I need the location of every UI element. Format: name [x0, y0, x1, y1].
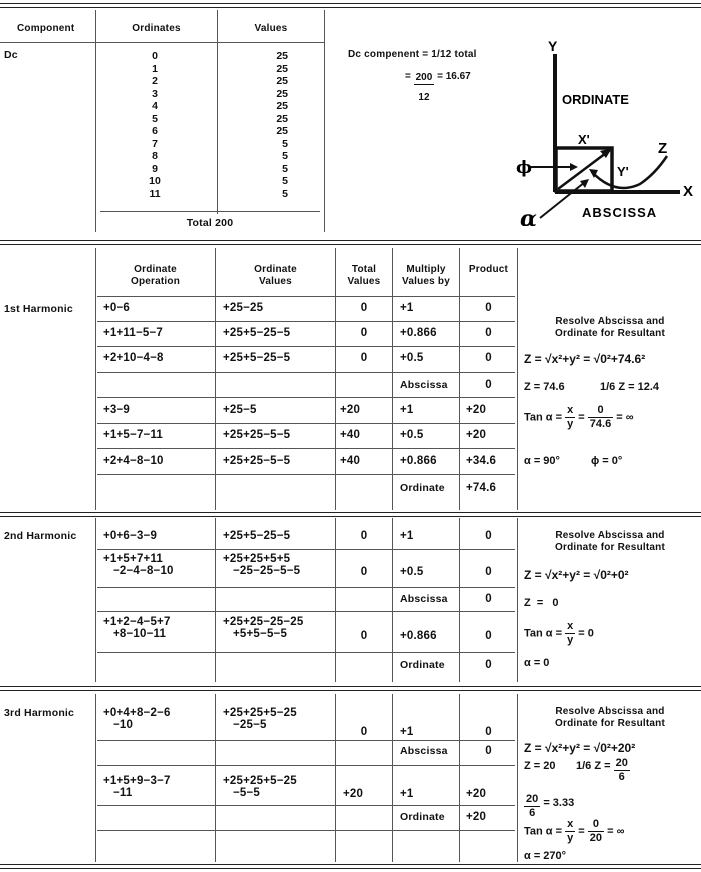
ordinate-value: 1	[152, 62, 158, 75]
h1-total: +20	[340, 404, 361, 416]
value-cell: 25	[276, 112, 288, 125]
h1-ordinate-label: Ordinate	[400, 482, 445, 494]
divider	[97, 474, 515, 475]
divider	[97, 397, 515, 398]
value-cell: 25	[276, 100, 288, 112]
h3-prod: +20	[466, 788, 487, 800]
ordinate-value: 0	[152, 50, 158, 62]
h3-abscissa-label: Abscissa	[400, 745, 448, 757]
resolve-line: Ordinate for Resultant	[555, 328, 665, 339]
header-line: Total	[351, 264, 377, 275]
h1-prod: +34.6	[466, 455, 497, 467]
sixth-prefix: 1/6 Z =	[576, 760, 611, 772]
h1-abscissa-label: Abscissa	[400, 379, 448, 391]
h1-val: +25−5	[223, 404, 257, 416]
h2-total: 0	[360, 630, 368, 642]
divider	[97, 805, 515, 806]
divider	[95, 10, 96, 232]
divider	[215, 518, 216, 682]
ordinate-value: 11	[149, 187, 161, 200]
tan-frac	[565, 404, 575, 431]
h3-eq-z-val: Z = 20	[524, 760, 556, 772]
resolve-line: Resolve Abscissa and	[555, 530, 665, 541]
frac-num: 0	[588, 404, 613, 418]
tan-prefix: Tan α =	[524, 411, 563, 424]
ordinate-value: 10	[149, 175, 161, 187]
h1-eq-phi: ϕ = 0°	[591, 455, 623, 467]
h3-mult: +1	[400, 788, 414, 800]
h1-val: +25+5−25−5	[223, 352, 291, 364]
arrow-head	[570, 163, 578, 171]
val-line: +25+25+5−25	[223, 707, 297, 719]
tan-result: = 0	[578, 627, 594, 640]
ordinate-value: 7	[152, 137, 158, 150]
header-component: Component	[17, 23, 75, 34]
op-line: +8−10−11	[113, 628, 167, 640]
h3-total: +20	[343, 788, 364, 800]
tan-eq: =	[578, 411, 585, 424]
frac-num: 0	[588, 818, 604, 832]
frac-num: x	[567, 404, 574, 416]
divider	[97, 830, 515, 831]
h2-op: +0+6−3−9	[103, 530, 158, 542]
h1-mult: +0.5	[400, 352, 424, 364]
h3-ordinate-label: Ordinate	[400, 811, 445, 823]
h1-prod: 0	[485, 302, 492, 314]
h1-prod: 0	[485, 327, 492, 339]
op-line: +0+4+8−2−6	[103, 707, 171, 719]
divider	[217, 10, 218, 214]
h1-mult: +1	[400, 404, 414, 416]
divider	[517, 248, 518, 510]
h2-abscissa-label: Abscissa	[400, 593, 448, 605]
ordinate-value: 5	[152, 112, 158, 125]
resolve-line: Resolve Abscissa and	[555, 316, 665, 327]
divider	[97, 652, 515, 653]
h3-abscissa-value: 0	[485, 745, 492, 757]
header-line: Values	[259, 276, 292, 287]
dc-frac	[414, 71, 435, 104]
h1-total: 0	[360, 352, 368, 364]
h3-eq-div	[524, 793, 574, 820]
ordinate-value: 3	[152, 87, 158, 100]
divider	[97, 587, 515, 588]
h1-total: +40	[340, 455, 361, 467]
arrow-head	[580, 179, 589, 188]
diagram-alpha-label: α	[520, 206, 537, 226]
header-line: Multiply	[406, 264, 446, 275]
h1-op: +0−6	[103, 302, 131, 314]
op-line: −10	[113, 719, 134, 731]
axes-diagram	[500, 36, 700, 226]
tan-eq: =	[578, 825, 585, 838]
val-line: +25+25+5−25	[223, 775, 297, 787]
h2-eq-tan	[524, 620, 594, 647]
h1-ordinate-value: +74.6	[466, 482, 497, 494]
dc-num: 200	[415, 72, 433, 83]
op-line: +1+5+7+11	[103, 553, 164, 565]
div-result: = 3.33	[543, 797, 575, 809]
value-cell: 5	[282, 150, 288, 162]
divider	[95, 694, 96, 862]
val-line: +25+25+5+5	[223, 553, 291, 565]
h2-mult: +0.866	[400, 630, 437, 642]
value-cell: 25	[276, 75, 288, 87]
harmonic-3-label: 3rd Harmonic	[4, 707, 75, 719]
alpha-arrow	[540, 182, 585, 218]
h2-total: 0	[360, 566, 368, 578]
frac-den: 74.6	[589, 418, 612, 430]
ordinate-value: 6	[152, 125, 158, 137]
z-curve	[592, 156, 667, 188]
divider	[97, 372, 515, 373]
h1-eq-z-val: Z = 74.6	[524, 381, 565, 393]
header-values: Values	[254, 23, 288, 34]
frac-den: 20	[589, 832, 603, 844]
op-line: −2−4−8−10	[113, 565, 174, 577]
divider	[324, 10, 325, 232]
divider	[517, 694, 518, 862]
tan-prefix: Tan α =	[524, 627, 563, 640]
divider	[215, 694, 216, 862]
dc-equals: =	[405, 71, 411, 82]
h1-eq-alpha: α = 90°	[524, 455, 560, 467]
h2-ordinate-label: Ordinate	[400, 659, 445, 671]
diagram-ordinate-label: ORDINATE	[562, 92, 629, 107]
h3-ordinate-value: +20	[466, 811, 487, 823]
h3-total: 0	[360, 726, 368, 738]
h2-eq-z: Z = √x²+y² = √0²+0²	[524, 568, 629, 582]
header-product: Product	[468, 264, 509, 275]
frac-den: 6	[529, 807, 536, 819]
h2-eq-alpha: α = 0	[524, 657, 550, 669]
h2-prod: 0	[485, 630, 492, 642]
h3-val	[223, 707, 297, 731]
h2-op	[103, 616, 171, 640]
diagram-y-label: Y	[548, 38, 558, 54]
header-line: Values	[347, 276, 381, 287]
h1-eq-sixth: 1/6 Z = 12.4	[600, 381, 660, 393]
h1-val: +25+25−5−5	[223, 455, 291, 467]
h3-prod: 0	[485, 726, 492, 738]
total-200: Total 200	[186, 217, 234, 229]
divider	[335, 518, 336, 682]
h1-mult: +1	[400, 302, 414, 314]
diagram-x-label: X	[683, 183, 694, 200]
h1-prod: 0	[485, 352, 492, 364]
ordinates-list	[140, 50, 170, 200]
harmonic-2-label: 2nd Harmonic	[4, 530, 77, 542]
frac-den: y	[567, 634, 574, 646]
h1-mult: +0.5	[400, 429, 424, 441]
h1-mult: +0.866	[400, 455, 437, 467]
h2-val	[223, 553, 300, 577]
h2-ordinate-value: 0	[485, 659, 492, 671]
diagram-phi-label: ϕ	[516, 158, 533, 178]
diagram-yprime-label: Y'	[617, 164, 629, 179]
top-border	[0, 3, 701, 8]
value-cell: 25	[276, 62, 288, 75]
h2-prod: 0	[485, 566, 492, 578]
h1-val: +25+25−5−5	[223, 429, 291, 441]
value-cell: 25	[276, 87, 288, 100]
h3-eq-z: Z = √x²+y² = √0²+20²	[524, 741, 636, 755]
section-divider	[0, 512, 701, 517]
frac-num: 20	[526, 793, 539, 805]
bottom-border	[0, 864, 701, 869]
frac-den: y	[567, 832, 574, 844]
harmonic-1-label: 1st Harmonic	[4, 303, 73, 315]
divider	[459, 694, 460, 862]
h2-val: +25+5−25−5	[223, 530, 291, 542]
h1-total: 0	[360, 327, 368, 339]
header-total-values	[336, 264, 392, 288]
tan-frac	[588, 818, 604, 845]
tan-frac	[565, 620, 575, 647]
h1-eq-tan	[524, 404, 634, 431]
op-line: −11	[113, 787, 133, 799]
frac-num: x	[567, 620, 574, 632]
header-line: Values by	[402, 276, 450, 287]
divider	[97, 321, 515, 322]
value-cell: 5	[282, 175, 288, 187]
div-frac	[524, 793, 540, 820]
header-ordinate-values	[216, 264, 335, 288]
sixth-frac	[614, 757, 630, 784]
h3-eq-sixth	[576, 757, 630, 784]
component-dc: Dc	[4, 49, 18, 61]
divider	[97, 765, 515, 766]
divider	[97, 296, 515, 297]
h1-op: +1+11−5−7	[103, 327, 164, 339]
h3-eq-tan	[524, 818, 624, 845]
divider	[95, 518, 96, 682]
h1-abscissa-value: 0	[485, 379, 492, 391]
resolve-line: Resolve Abscissa and	[555, 706, 665, 717]
header-ordinate-operation	[96, 264, 215, 288]
h2-prod: 0	[485, 530, 492, 542]
h2-op	[103, 553, 174, 577]
value-cell: 25	[276, 125, 288, 137]
dc-den: 12	[418, 92, 430, 103]
h1-op: +2+4−8−10	[103, 455, 164, 467]
header-line: Ordinate	[254, 264, 297, 275]
header-line: Operation	[130, 276, 181, 287]
h3-val	[223, 775, 297, 799]
h1-resolve-title	[520, 316, 700, 340]
h1-op: +2+10−4−8	[103, 352, 164, 364]
value-cell: 5	[282, 187, 288, 200]
h1-prod: +20	[466, 429, 487, 441]
h2-mult: +0.5	[400, 566, 424, 578]
header-multiply	[393, 264, 459, 288]
h1-mult: +0.866	[400, 327, 437, 339]
tan-frac	[565, 818, 575, 845]
tan-result: = ∞	[607, 825, 625, 838]
divider	[97, 346, 515, 347]
val-line: −25−5	[233, 719, 267, 731]
dc-component-equation: Dc compenent = 1/12 total	[348, 49, 477, 60]
val-line: −5−5	[233, 787, 261, 799]
h2-total: 0	[360, 530, 368, 542]
op-line: +1+5+9−3−7	[103, 775, 171, 787]
frac-num: x	[567, 818, 574, 830]
frac-den: 6	[618, 771, 625, 783]
dc-result: = 16.67	[437, 71, 471, 82]
ordinate-value: 9	[152, 162, 158, 175]
h1-total: 0	[360, 302, 368, 314]
frac-den: y	[567, 418, 574, 430]
h2-abscissa-value: 0	[485, 593, 492, 605]
divider	[97, 448, 515, 449]
divider	[0, 42, 324, 43]
h3-op	[103, 707, 171, 731]
tan-prefix: Tan α =	[524, 825, 563, 838]
h1-eq-z: Z = √x²+y² = √0²+74.6²	[524, 352, 646, 366]
tan-result: = ∞	[616, 411, 634, 424]
value-cell: 5	[282, 137, 288, 150]
h1-prod: +20	[466, 404, 487, 416]
header-ordinates: Ordinates	[132, 23, 181, 34]
divider	[97, 423, 515, 424]
h3-op	[103, 775, 171, 799]
h2-mult: +1	[400, 530, 414, 542]
h1-total: +40	[340, 429, 361, 441]
h1-op: +3−9	[103, 404, 131, 416]
diagram-xprime-label: X'	[578, 132, 590, 147]
h3-mult: +1	[400, 726, 414, 738]
h1-val: +25+5−25−5	[223, 327, 291, 339]
divider	[97, 549, 515, 550]
val-line: −25−25−5−5	[233, 565, 301, 577]
value-cell: 5	[282, 162, 288, 175]
section-divider	[0, 240, 701, 245]
h3-eq-alpha: α = 270°	[524, 850, 567, 862]
ordinate-value: 2	[152, 75, 158, 87]
ordinate-value: 8	[152, 150, 158, 162]
dc-fraction	[405, 71, 471, 104]
diagram-abscissa-label: ABSCISSA	[582, 205, 658, 220]
divider	[100, 211, 320, 212]
value-cell: 25	[276, 50, 288, 62]
values-list	[258, 50, 288, 200]
h3-resolve-title	[520, 706, 700, 730]
divider	[392, 518, 393, 682]
h1-op: +1+5−7−11	[103, 429, 164, 441]
frac-num: 20	[615, 757, 628, 769]
header-line: Ordinate	[134, 264, 177, 275]
divider	[392, 694, 393, 862]
section-divider	[0, 686, 701, 691]
h2-eq-z-val: Z = 0	[524, 597, 559, 609]
h2-resolve-title	[520, 530, 700, 554]
divider	[335, 694, 336, 862]
h2-val	[223, 616, 303, 640]
op-line: +1+2−4−5+7	[103, 616, 171, 628]
h1-val: +25−25	[223, 302, 264, 314]
divider	[97, 611, 515, 612]
val-line: +5+5−5−5	[233, 628, 288, 640]
divider	[97, 740, 515, 741]
resolve-line: Ordinate for Resultant	[555, 542, 665, 553]
val-line: +25+25−25−25	[223, 616, 304, 628]
ordinate-value: 4	[152, 100, 158, 112]
diagram-z-label: Z	[658, 140, 668, 157]
resolve-line: Ordinate for Resultant	[555, 718, 665, 729]
divider	[517, 518, 518, 682]
tan-frac	[588, 404, 613, 431]
